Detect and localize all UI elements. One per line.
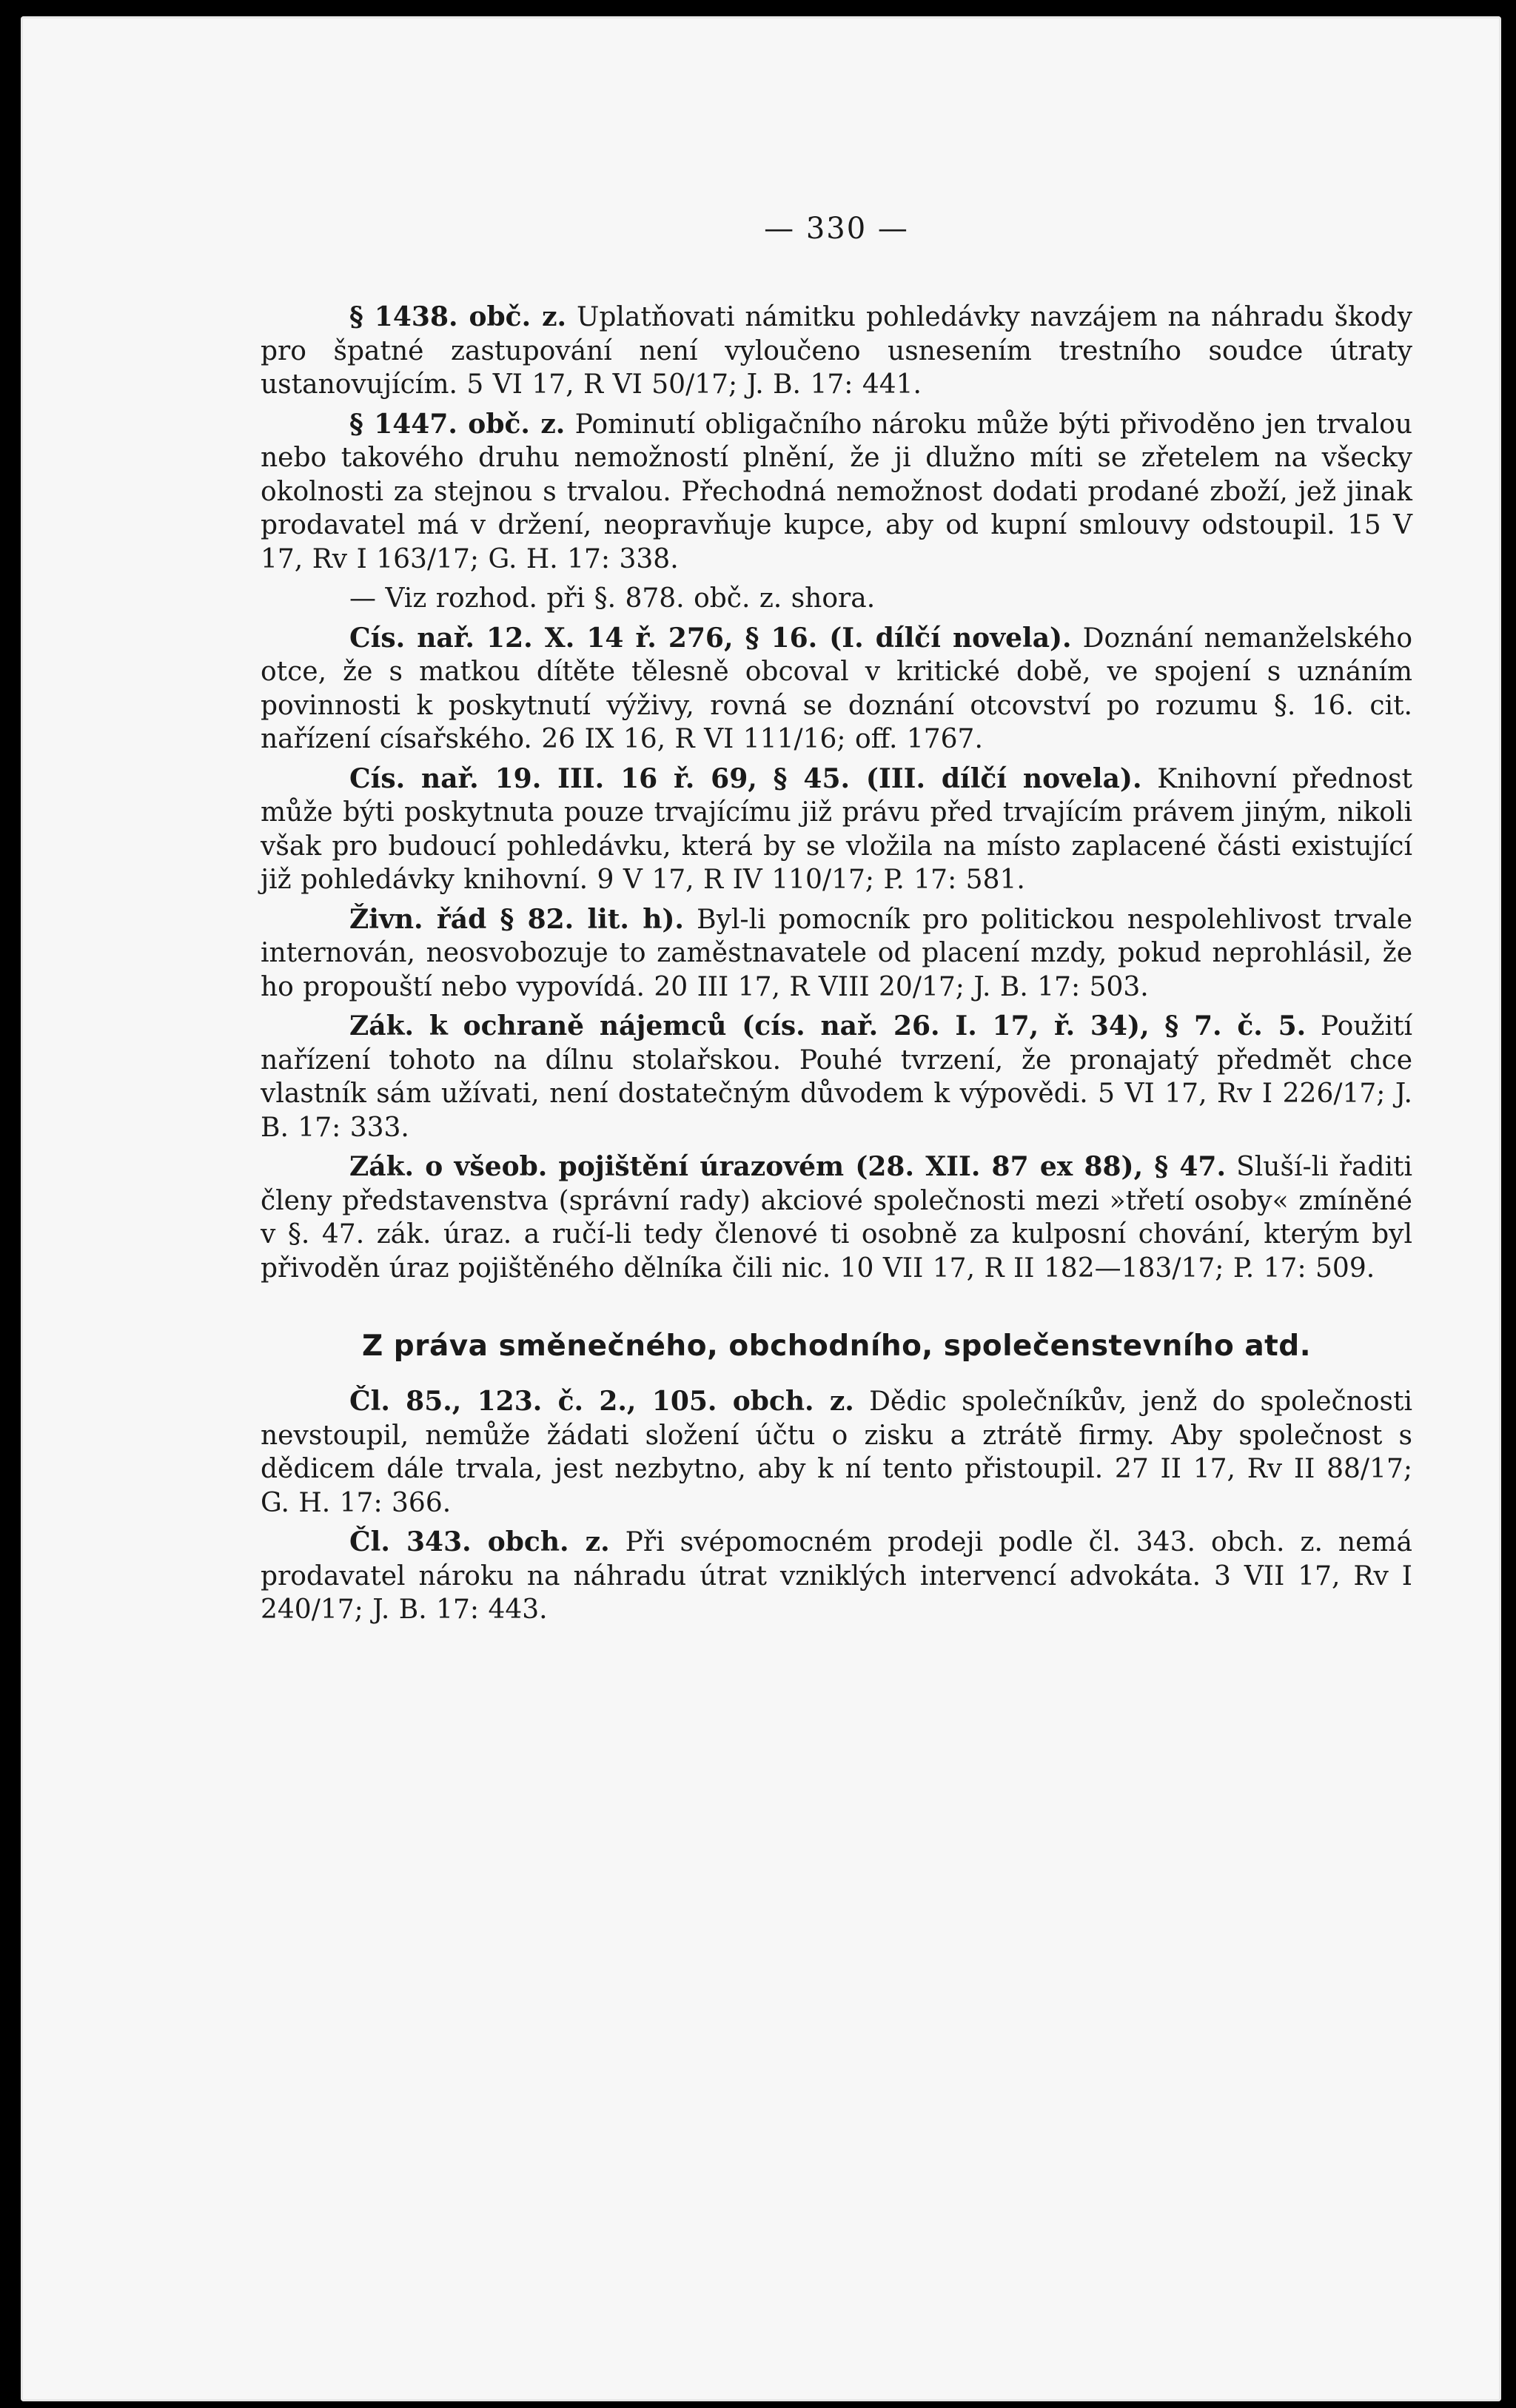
section-heading: Z práva směnečného, obchodního, společenstevního atd.	[361, 1329, 1312, 1363]
entry-lead: Cís. nař. 19. III. 16 ř. 69, § 45. (III. dílčí novela).	[349, 762, 1142, 794]
entry-lead: Čl. 343. obch. z.	[349, 1526, 610, 1557]
entry-text: — Viz rozhod. při §. 878. obč. z. shora.	[349, 583, 876, 614]
entry-text: Byl-li pomocník pro politickou nespolehlivost trvale internován, neosvobozuje to zaměstnavatele od placení mzdy, pokud neprohlásil, že ho propouští nebo vypovídá. 20 III 17, R VIII 20/17; J. B. 17: 503.	[261, 904, 1413, 1002]
entry-lead: Čl. 85., 123. č. 2., 105. obch. z.	[349, 1386, 854, 1417]
cross-reference	[261, 582, 1412, 616]
entry-lead: § 1447. obč. z.	[349, 408, 566, 440]
entry-lead: Zák. o všeob. pojištění úrazovém (28. XII. 87 ex 88), § 47.	[349, 1151, 1226, 1182]
entry-1447	[261, 408, 1412, 577]
entry-zivn-rad	[261, 903, 1412, 1005]
entry-text: Doznání nemanželského otce, že s matkou dítěte tělesně obcoval v kritické době, ve spojení s uznáním povinnosti k poskytnutí výživy, rovná se doznání otcovství po rozumu §. 16. cit. nařízení císařského. 26 IX 16, R VI 111/16; off. 1767.	[261, 623, 1412, 754]
text-block	[261, 212, 1413, 1633]
entry-pojisteni-urazove	[261, 1150, 1412, 1285]
entry-novela-3	[261, 762, 1412, 897]
entry-text: Při svépomocném prodeji podle čl. 343. obch. z. nemá prodavatel nároku na náhradu útrat vzniklých intervencí advokáta. 3 VII 17, Rv I 240/17; J. B. 17: 443.	[261, 1527, 1412, 1625]
entry-cl-343	[261, 1526, 1412, 1627]
entry-lead: Zák. k ochraně nájemců (cís. nař. 26. I. 17, ř. 34), § 7. č. 5.	[349, 1010, 1307, 1042]
page-number: — 330 —	[764, 212, 909, 246]
entry-text: Pominutí obligačního nároku může býti přivoděno jen trvalou nebo takového druhu nemožností plnění, že ji dlužno míti se zřetelem na všecky okolnosti za stejnou s trvalou. Přechodná nemožnost dodati prodané zboží, jež jinak prodavatel má v držení, neopravňuje kupce, aby od kupní smlouvy odstoupil. 15 V 17, Rv I 163/17; G. H. 17: 338.	[261, 409, 1412, 574]
entry-lead: Živn. řád § 82. lit. h).	[349, 903, 684, 935]
entry-cl-85	[261, 1385, 1412, 1520]
entry-text: Uplatňovati námitku pohledávky navzájem na náhradu škody pro špatné zastupování není vyloučeno usnesením trestního soudce útraty ustanovujícím. 5 VI 17, R VI 50/17; J. B. 17: 441.	[261, 302, 1412, 400]
entry-1438	[261, 301, 1412, 402]
entry-lead: § 1438. obč. z.	[349, 301, 567, 332]
entry-text: Dědic společníkův, jenž do společnosti nevstoupil, nemůže žádati složení účtu o zisku a ztrátě firmy. Aby společnost s dědicem dále trvala, jest nezbytno, aby k ní tento přistoupil. 27 II 17, Rv II 88/17; G. H. 17: 366.	[261, 1386, 1412, 1518]
entry-text: Sluší-li řaditi členy představenstva (správní rady) akciové společnosti mezi »třetí osoby« zmíněné v §. 47. zák. úraz. a ručí-li tedy členové ti osobně za kulposní chování, kterým byl přivoděn úraz pojištěného dělníka čili nic. 10 VII 17, R II 182—183/17; P. 17: 509.	[261, 1152, 1412, 1284]
entry-text: Knihovní přednost může býti poskytnuta pouze trvajícímu již právu před trvajícím právem jiným, nikoli však pro budoucí pohledávku, která by se vložila na místo zaplacené části existující již pohledávky knihovní. 9 V 17, R IV 110/17; P. 17: 581.	[261, 763, 1412, 895]
book-page	[21, 16, 1501, 2401]
entry-ochrana-najemcu	[261, 1010, 1412, 1144]
entry-text: Použití nařízení tohoto na dílnu stolařskou. Pouhé tvrzení, že pronajatý předmět chce vlastník sám užívati, není dostatečným důvodem k výpovědi. 5 VI 17, Rv I 226/17; J. B. 17: 333.	[261, 1011, 1412, 1143]
entry-lead: Cís. nař. 12. X. 14 ř. 276, § 16. (I. dílčí novela).	[349, 622, 1072, 654]
entry-novela-1	[261, 622, 1412, 757]
